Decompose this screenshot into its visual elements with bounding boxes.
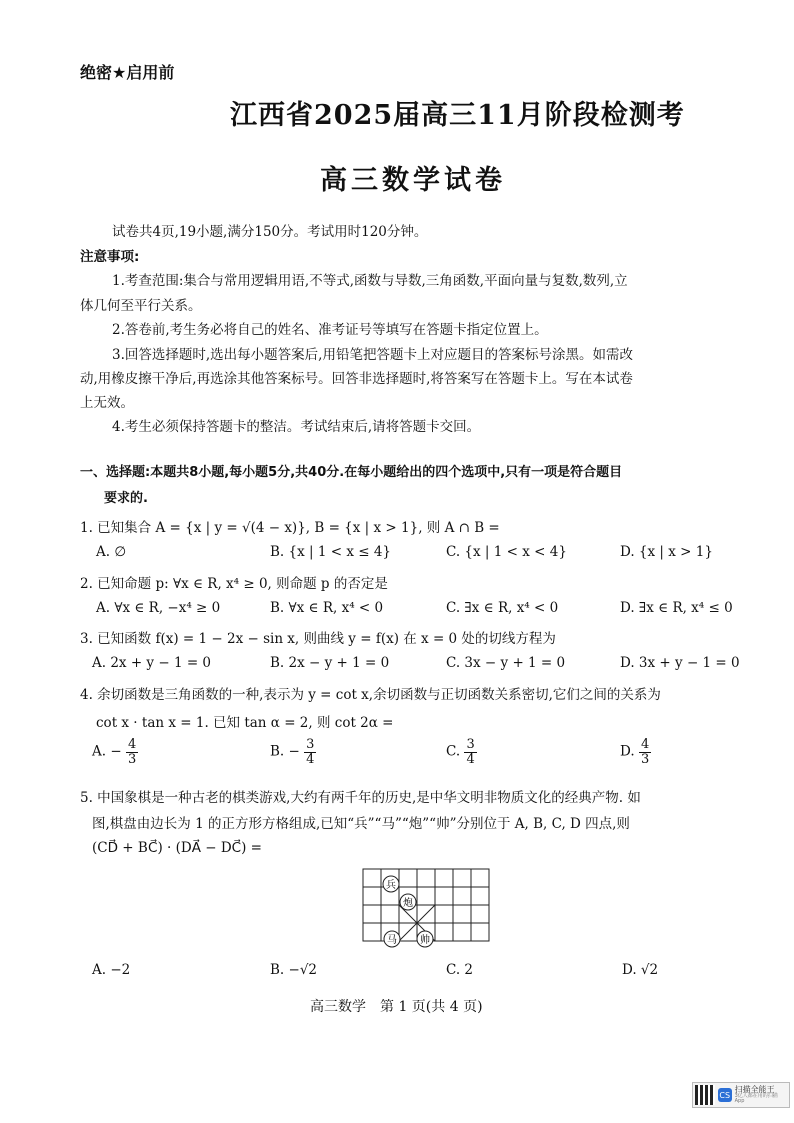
svg-text:炮: 炮 bbox=[403, 898, 413, 909]
q1-stem: 1. 已知集合 A = {x | y = √(4 − x)}, B = {x | x > 1}, 则 A ∩ B = bbox=[80, 520, 500, 536]
q2-option-d: D. ∃x ∈ R, x⁴ ≤ 0 bbox=[620, 600, 733, 616]
q4-option-b bbox=[270, 738, 316, 766]
q4-option-a-fraction: $\frac{4}{3}$ bbox=[127, 737, 137, 767]
q4-option-d-fraction: $\frac{4}{3}$ bbox=[640, 737, 650, 767]
q4-stem: 4. 余切函数是三角函数的一种,表示为 y = cot x,余切函数与正切函数关系密切,它们之间的关系为 bbox=[80, 687, 661, 703]
note-2: 2.答卷前,考生务必将自己的姓名、准考证号等填写在答题卡指定位置上。 bbox=[112, 322, 548, 338]
q5-option-b: B. −√2 bbox=[270, 962, 318, 978]
q4-option-c bbox=[446, 738, 477, 766]
notes-title: 注意事项: bbox=[80, 249, 140, 265]
q2-stem: 2. 已知命题 p: ∀x ∈ R, x⁴ ≥ 0, 则命题 p 的否定是 bbox=[80, 576, 388, 592]
svg-text:兵: 兵 bbox=[386, 880, 396, 891]
q5-vector-expression: (CD⃗ + BC⃗) · (DA⃗ − DC⃗) = bbox=[92, 840, 262, 856]
q3-option-a: A. 2x + y − 1 = 0 bbox=[92, 655, 212, 671]
q5-option-a: A. −2 bbox=[92, 962, 131, 978]
q4-option-c-label: C. bbox=[446, 743, 461, 760]
q4-option-c-fraction: $\frac{3}{4}$ bbox=[466, 737, 475, 767]
scanner-logo-icon: CS bbox=[718, 1088, 732, 1102]
q5-option-c: C. 2 bbox=[446, 962, 474, 978]
watermark-subtitle: 3亿人都在用的扫描App bbox=[734, 1093, 778, 1104]
chessboard-figure bbox=[362, 868, 492, 950]
q2-option-a: A. ∀x ∈ R, −x⁴ ≥ 0 bbox=[96, 600, 221, 616]
note-4: 4.考生必须保持答题卡的整洁。考试结束后,请将答题卡交回。 bbox=[112, 419, 481, 435]
q5-stem-cont: 图,棋盘由边长为 1 的正方形方格组成,已知“兵”“马”“炮”“帅”分别位于 A, B, C, D 四点,则 bbox=[92, 816, 630, 832]
q4-stem-cont: cot x · tan x = 1. 已知 tan α = 2, 则 cot 2α = bbox=[96, 715, 394, 731]
confidential-label: 绝密★启用前 bbox=[80, 63, 175, 82]
q4-option-b-label: B. − bbox=[270, 743, 300, 760]
piece-bing bbox=[383, 876, 399, 892]
q2-option-b: B. ∀x ∈ R, x⁴ < 0 bbox=[270, 600, 384, 616]
q3-option-d: D. 3x + y − 1 = 0 bbox=[620, 655, 740, 671]
q3-stem: 3. 已知函数 f(x) = 1 − 2x − sin x, 则曲线 y = f(x) 在 x = 0 处的切线方程为 bbox=[80, 631, 556, 647]
piece-ma bbox=[384, 931, 400, 947]
qr-code-icon bbox=[695, 1085, 715, 1105]
q5-option-d: D. √2 bbox=[622, 962, 659, 978]
exam-summary: 试卷共4页,19小题,满分150分。考试用时120分钟。 bbox=[112, 224, 428, 240]
q4-option-a-label: A. − bbox=[92, 743, 122, 760]
q4-option-d bbox=[620, 738, 651, 766]
section1-heading: 一、选择题:本题共8小题,每小题5分,共40分.在每小题给出的四个选项中,只有一项是符合题目 bbox=[80, 465, 623, 480]
svg-text:帅: 帅 bbox=[420, 935, 430, 946]
q3-option-b: B. 2x − y + 1 = 0 bbox=[270, 655, 390, 671]
piece-shuai bbox=[417, 931, 433, 947]
q5-stem: 5. 中国象棋是一种古老的棋类游戏,大约有两千年的历史,是中华文明非物质文化的经典产物. 如 bbox=[80, 790, 641, 806]
q3-option-c: C. 3x − y + 1 = 0 bbox=[446, 655, 566, 671]
exam-title: 江西省2025届高三11月阶段检测考 bbox=[230, 100, 685, 131]
watermark-title: 扫描全能王 bbox=[734, 1085, 775, 1094]
piece-pao bbox=[400, 894, 416, 910]
q1-option-d: D. {x | x > 1} bbox=[620, 544, 713, 560]
page-footer: 高三数学 第 1 页(共 4 页) bbox=[310, 999, 483, 1015]
q1-option-c: C. {x | 1 < x < 4} bbox=[446, 544, 567, 560]
svg-text:马: 马 bbox=[387, 935, 397, 946]
note-3a: 3.回答选择题时,选出每小题答案后,用铅笔把答题卡上对应题目的答案标号涂黑。如需改 bbox=[112, 347, 633, 363]
q4-option-a bbox=[92, 738, 138, 766]
section1-heading-cont: 要求的. bbox=[104, 491, 148, 506]
q1-option-b: B. {x | 1 < x ≤ 4} bbox=[270, 544, 392, 560]
scanner-watermark bbox=[692, 1082, 790, 1108]
q2-option-c: C. ∃x ∈ R, x⁴ < 0 bbox=[446, 600, 559, 616]
note-1b: 体几何至平行关系。 bbox=[80, 298, 202, 314]
note-1a: 1.考查范围:集合与常用逻辑用语,不等式,函数与导数,三角函数,平面向量与复数,数列,立 bbox=[112, 273, 628, 289]
note-3b: 动,用橡皮擦干净后,再选涂其他答案标号。回答非选择题时,将答案写在答题卡上。写在本试卷 bbox=[80, 371, 633, 387]
exam-subtitle: 高三数学试卷 bbox=[320, 165, 506, 196]
q4-option-d-label: D. bbox=[620, 743, 635, 760]
q4-option-b-fraction: $\frac{3}{4}$ bbox=[306, 737, 315, 767]
q1-option-a: A. ∅ bbox=[96, 544, 127, 560]
note-3c: 上无效。 bbox=[80, 395, 134, 411]
